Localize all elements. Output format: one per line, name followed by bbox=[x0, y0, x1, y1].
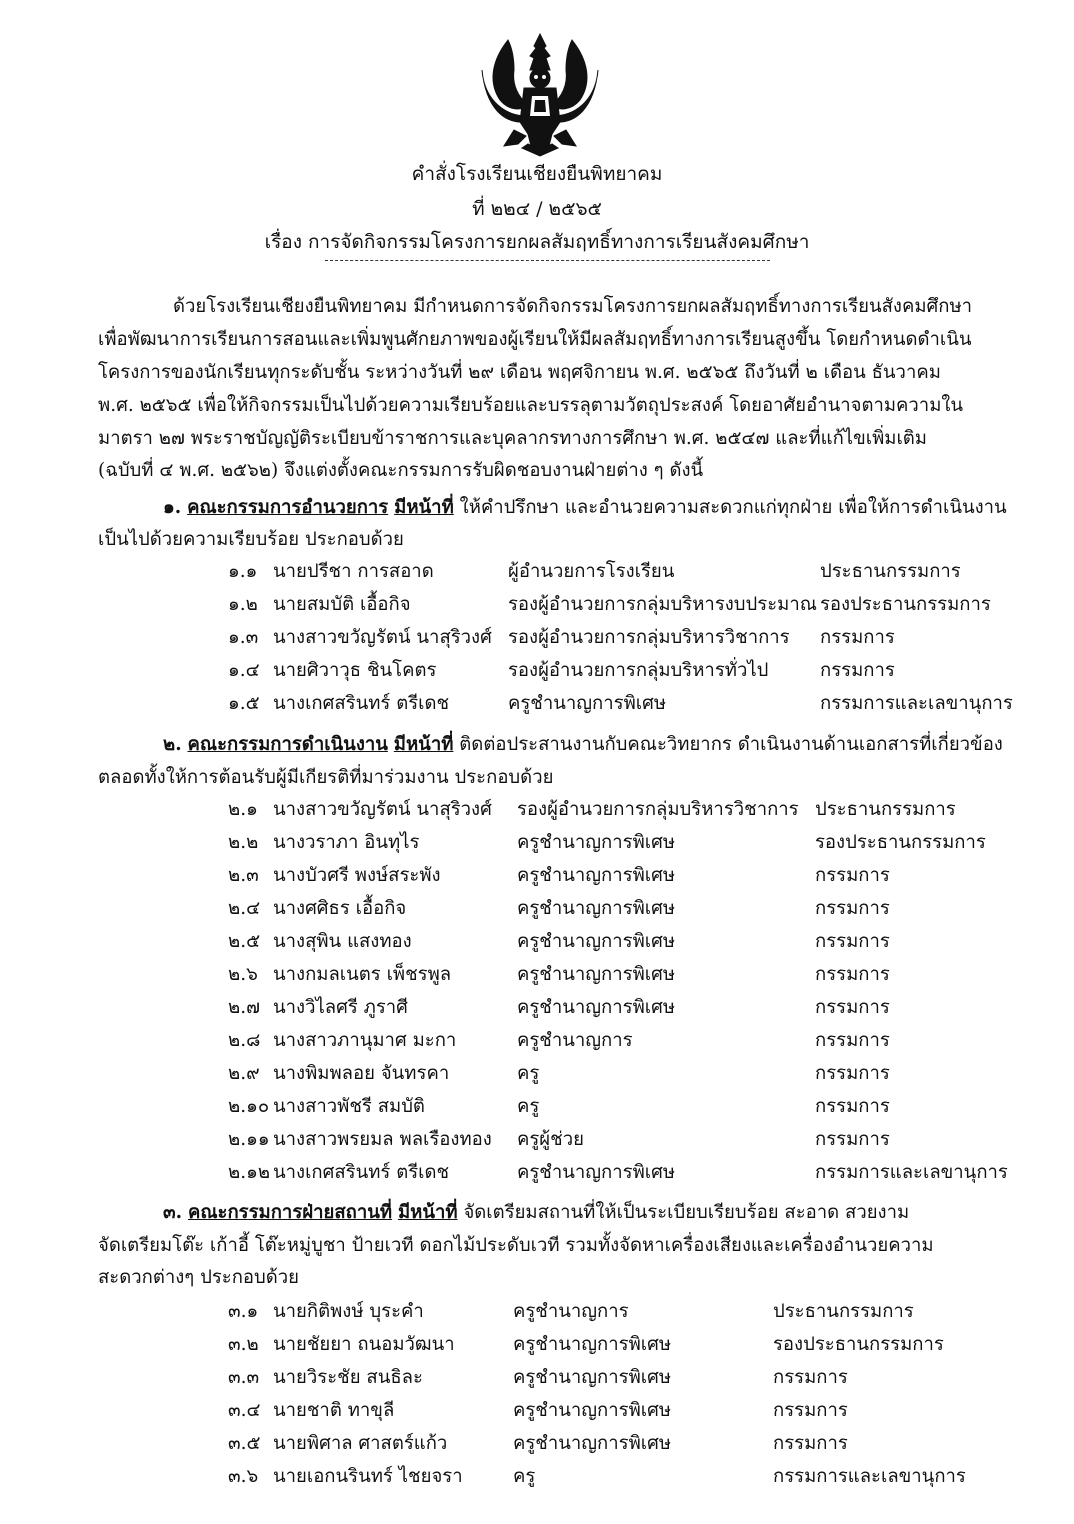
member-row bbox=[0, 659, 1074, 685]
member-name: นางวราภา อินทุไร bbox=[273, 832, 420, 853]
member-role: กรรมการ bbox=[820, 627, 895, 648]
intro-line: ด้วยโรงเรียนเชียงยืนพิทยาคม มีกำหนดการจัดกิจกรรมโครงการยกผลสัมฤทธิ์ทางการเรียนสังคมศึกษา bbox=[173, 296, 973, 317]
member-row bbox=[0, 1300, 1074, 1326]
member-role: กรรมการ bbox=[773, 1367, 848, 1388]
member-row bbox=[0, 1333, 1074, 1359]
member-role: ประธานกรรมการ bbox=[820, 561, 961, 582]
divider bbox=[325, 260, 770, 261]
intro-line: โครงการของนักเรียนทุกระดับชั้น ระหว่างวันที่ ๒๙ เดือน พฤศจิกายน พ.ศ. ๒๕๖๕ ถึงวันที่ ๒ เดือน ธันวาคม bbox=[98, 362, 941, 383]
member-number: ๑.๑ bbox=[228, 561, 258, 582]
member-row bbox=[0, 560, 1074, 586]
member-position: ครูชำนาญการพิเศษ bbox=[513, 1433, 672, 1454]
member-row bbox=[0, 897, 1074, 923]
member-position: รองผู้อำนวยการกลุ่มบริหารงบประมาณ bbox=[508, 594, 817, 615]
member-name: นางสาวพัชรี สมบัติ bbox=[273, 1096, 425, 1117]
member-number: ๒.๑๒ bbox=[228, 1162, 271, 1183]
member-row bbox=[0, 626, 1074, 652]
member-row bbox=[0, 996, 1074, 1022]
member-number: ๒.๑ bbox=[228, 799, 258, 820]
member-position: ครูชำนาญการพิเศษ bbox=[508, 693, 667, 714]
member-row bbox=[0, 1062, 1074, 1088]
member-position: ผู้อำนวยการโรงเรียน bbox=[508, 561, 675, 582]
member-number: ๒.๒ bbox=[228, 832, 259, 853]
member-number: ๒.๑๐ bbox=[228, 1096, 270, 1117]
member-row bbox=[0, 1432, 1074, 1458]
member-position: ครู bbox=[517, 1063, 540, 1084]
member-number: ๒.๓ bbox=[228, 865, 259, 886]
intro-line: เพื่อพัฒนาการเรียนการสอนและเพิ่มพูนศักยภาพของผู้เรียนให้มีผลสัมฤทธิ์ทางการเรียนสูงขึ้น โดยกำหนดดำเนิน bbox=[98, 329, 972, 350]
member-name: นางบัวศรี พงษ์สระพัง bbox=[273, 865, 441, 886]
member-number: ๒.๑๑ bbox=[228, 1129, 270, 1150]
member-number: ๓.๔ bbox=[228, 1400, 261, 1421]
duty-label: มีหน้าที่ bbox=[397, 1202, 458, 1223]
member-number: ๒.๙ bbox=[228, 1063, 260, 1084]
duty-text: ให้คำปรึกษา และอำนวยความสะดวกแก่ทุกฝ่าย เพื่อให้การดำเนินงาน bbox=[459, 497, 1007, 518]
member-role: กรรมการ bbox=[815, 1030, 890, 1051]
member-name: นางวิไลศรี ภูราศี bbox=[273, 997, 408, 1018]
intro-line: พ.ศ. ๒๕๖๕ เพื่อให้กิจกรรมเป็นไปด้วยความเรียบร้อยและบรรลุตามวัตถุประสงค์ โดยอาศัยอำนาจตามความใน bbox=[98, 395, 964, 416]
committee-number: ๒. bbox=[163, 734, 182, 755]
member-position: รองผู้อำนวยการกลุ่มบริหารวิชาการ bbox=[517, 799, 799, 820]
member-position: ครูชำนาญการพิเศษ bbox=[517, 964, 676, 985]
member-position: ครูผู้ช่วย bbox=[517, 1129, 584, 1150]
member-name: นายชัยยา ถนอมวัฒนา bbox=[273, 1334, 455, 1355]
duty-text: จัดเตรียมสถานที่ให้เป็นระเบียบเรียบร้อย สะอาด สวยงาม bbox=[463, 1202, 910, 1223]
member-role: กรรมการ bbox=[815, 1063, 890, 1084]
member-position: ครูชำนาญการพิเศษ bbox=[513, 1400, 672, 1421]
member-name: นายศิวาวุธ ชินโคตร bbox=[273, 660, 437, 681]
member-position: ครูชำนาญการพิเศษ bbox=[517, 865, 676, 886]
member-role: กรรมการ bbox=[815, 931, 890, 952]
member-number: ๒.๗ bbox=[228, 997, 260, 1018]
member-row bbox=[0, 864, 1074, 890]
duty-text: ติดต่อประสานงานกับคณะวิทยากร ดำเนินงานด้านเอกสารที่เกี่ยวข้อง bbox=[459, 734, 1003, 755]
member-number: ๒.๘ bbox=[228, 1030, 261, 1051]
member-number: ๓.๖ bbox=[228, 1466, 259, 1487]
member-row bbox=[0, 831, 1074, 857]
member-row bbox=[0, 1465, 1074, 1491]
member-number: ๑.๓ bbox=[228, 627, 259, 648]
committee-heading bbox=[163, 496, 1007, 520]
member-position: ครูชำนาญการพิเศษ bbox=[513, 1367, 672, 1388]
committee-number: ๑. bbox=[163, 497, 182, 518]
member-row bbox=[0, 1029, 1074, 1055]
member-role: ประธานกรรมการ bbox=[773, 1301, 914, 1322]
member-role: ประธานกรรมการ bbox=[815, 799, 956, 820]
duty-label: มีหน้าที่ bbox=[393, 734, 454, 755]
member-position: ครูชำนาญการพิเศษ bbox=[517, 898, 676, 919]
duty-text: ตลอดทั้งให้การต้อนรับผู้มีเกียรติที่มาร่วมงาน ประกอบด้วย bbox=[98, 767, 554, 788]
order-number: ที่ ๒๒๔ / ๒๕๖๕ bbox=[472, 198, 602, 220]
duty-text: จัดเตรียมโต๊ะ เก้าอี้ โต๊ะหมู่บูชา ป้ายเวที ดอกไม้ประดับเวที รวมทั้งจัดหาเครื่องเสียงและเครื่องอำนวยความ bbox=[98, 1235, 934, 1256]
member-name: นางศศิธร เอื้อกิจ bbox=[273, 898, 407, 919]
member-role: กรรมการ bbox=[815, 1096, 890, 1117]
member-name: นางสาวภานุมาศ มะกา bbox=[273, 1030, 457, 1051]
duty-text: เป็นไปด้วยความเรียบร้อย ประกอบด้วย bbox=[98, 529, 404, 550]
member-number: ๓.๕ bbox=[228, 1433, 261, 1454]
member-number: ๑.๒ bbox=[228, 594, 258, 615]
member-role: กรรมการและเลขานุการ bbox=[820, 693, 1013, 714]
member-position: ครูชำนาญการ bbox=[517, 1030, 633, 1051]
member-role: กรรมการและเลขานุการ bbox=[815, 1162, 1008, 1183]
member-role: กรรมการ bbox=[815, 865, 890, 886]
member-number: ๓.๑ bbox=[228, 1301, 259, 1322]
member-name: นายปรีชา การสอาด bbox=[273, 561, 434, 582]
member-position: ครู bbox=[513, 1466, 536, 1487]
member-role: กรรมการ bbox=[820, 660, 895, 681]
member-name: นางพิมพลอย จันทรคา bbox=[273, 1063, 450, 1084]
member-name: นายเอกนรินทร์ ไชยจรา bbox=[273, 1466, 463, 1487]
order-title: คำสั่งโรงเรียนเชียงยืนพิทยาคม bbox=[411, 163, 663, 185]
order-subject: เรื่อง การจัดกิจกรรมโครงการยกผลสัมฤทธิ์ทางการเรียนสังคมศึกษา bbox=[264, 231, 810, 253]
committee-title: คณะกรรมการอำนวยการ bbox=[187, 497, 389, 518]
member-number: ๒.๔ bbox=[228, 898, 261, 919]
member-row bbox=[0, 1095, 1074, 1121]
member-name: นายกิติพงษ์ บุระคำ bbox=[273, 1301, 424, 1322]
member-position: รองผู้อำนวยการกลุ่มบริหารวิชาการ bbox=[508, 627, 790, 648]
member-name: นางเกศสรินทร์ ตรีเดช bbox=[273, 693, 450, 714]
member-role: กรรมการ bbox=[815, 997, 890, 1018]
member-name: นางสาวขวัญรัตน์ นาสุริวงศ์ bbox=[273, 799, 492, 820]
member-name: นางเกศสรินทร์ ตรีเดช bbox=[273, 1162, 450, 1183]
member-position: ครู bbox=[517, 1096, 540, 1117]
member-row bbox=[0, 963, 1074, 989]
member-number: ๓.๒ bbox=[228, 1334, 259, 1355]
member-position: ครูชำนาญการพิเศษ bbox=[517, 1162, 676, 1183]
member-row bbox=[0, 930, 1074, 956]
committee-heading bbox=[163, 733, 1003, 757]
member-row bbox=[0, 1366, 1074, 1392]
member-row bbox=[0, 1399, 1074, 1425]
duty-text: สะดวกต่างๆ ประกอบด้วย bbox=[98, 1267, 299, 1288]
member-row bbox=[0, 593, 1074, 619]
member-name: นายพิศาล ศาสตร์แก้ว bbox=[273, 1433, 448, 1454]
member-number: ๑.๔ bbox=[228, 660, 260, 681]
member-role: กรรมการ bbox=[773, 1400, 848, 1421]
member-role: รองประธานกรรมการ bbox=[820, 594, 991, 615]
member-number: ๒.๖ bbox=[228, 964, 258, 985]
committee-title: คณะกรรมการฝ่ายสถานที่ bbox=[187, 1202, 393, 1223]
member-number: ๒.๕ bbox=[228, 931, 261, 952]
member-name: นายชาติ ทาขุลี bbox=[273, 1400, 395, 1421]
member-row bbox=[0, 1128, 1074, 1154]
committee-title: คณะกรรมการดำเนินงาน bbox=[187, 734, 388, 755]
member-role: กรรมการ bbox=[815, 964, 890, 985]
member-role: รองประธานกรรมการ bbox=[773, 1334, 944, 1355]
member-name: นายสมบัติ เอื้อกิจ bbox=[273, 594, 411, 615]
member-role: กรรมการและเลขานุการ bbox=[773, 1466, 966, 1487]
committee-heading bbox=[163, 1201, 909, 1225]
member-position: ครูชำนาญการพิเศษ bbox=[513, 1334, 672, 1355]
member-row bbox=[0, 798, 1074, 824]
committee-number: ๓. bbox=[163, 1202, 183, 1223]
member-name: นายวิระชัย สนธิละ bbox=[273, 1367, 423, 1388]
member-number: ๓.๓ bbox=[228, 1367, 260, 1388]
member-name: นางสาวพรยมล พลเรืองทอง bbox=[273, 1129, 492, 1150]
member-name: นางสุพิน แสงทอง bbox=[273, 931, 412, 952]
member-role: รองประธานกรรมการ bbox=[815, 832, 986, 853]
duty-label: มีหน้าที่ bbox=[394, 497, 454, 518]
intro-line: มาตรา ๒๗ พระราชบัญญัติระเบียบข้าราชการและบุคลากรทางการศึกษา พ.ศ. ๒๕๔๗ และที่แก้ไขเพิ่มเติม bbox=[98, 428, 927, 449]
member-position: ครูชำนาญการ bbox=[513, 1301, 629, 1322]
member-position: ครูชำนาญการพิเศษ bbox=[517, 832, 676, 853]
member-name: นางสาวขวัญรัตน์ นาสุริวงศ์ bbox=[273, 627, 492, 648]
member-row bbox=[0, 692, 1074, 718]
member-role: กรรมการ bbox=[815, 898, 890, 919]
member-role: กรรมการ bbox=[815, 1129, 890, 1150]
member-position: ครูชำนาญการพิเศษ bbox=[517, 997, 676, 1018]
member-row bbox=[0, 1161, 1074, 1187]
member-position: ครูชำนาญการพิเศษ bbox=[517, 931, 676, 952]
garuda-emblem bbox=[478, 30, 602, 158]
member-role: กรรมการ bbox=[773, 1433, 848, 1454]
intro-line: (ฉบับที่ ๔ พ.ศ. ๒๕๖๒) จึงแต่งตั้งคณะกรรมการรับผิดชอบงานฝ่ายต่าง ๆ ดังนี้ bbox=[98, 460, 704, 481]
member-number: ๑.๕ bbox=[228, 693, 260, 714]
member-position: รองผู้อำนวยการกลุ่มบริหารทั่วไป bbox=[508, 660, 769, 681]
member-name: นางกมลเนตร เพ็ชรพูล bbox=[273, 964, 452, 985]
